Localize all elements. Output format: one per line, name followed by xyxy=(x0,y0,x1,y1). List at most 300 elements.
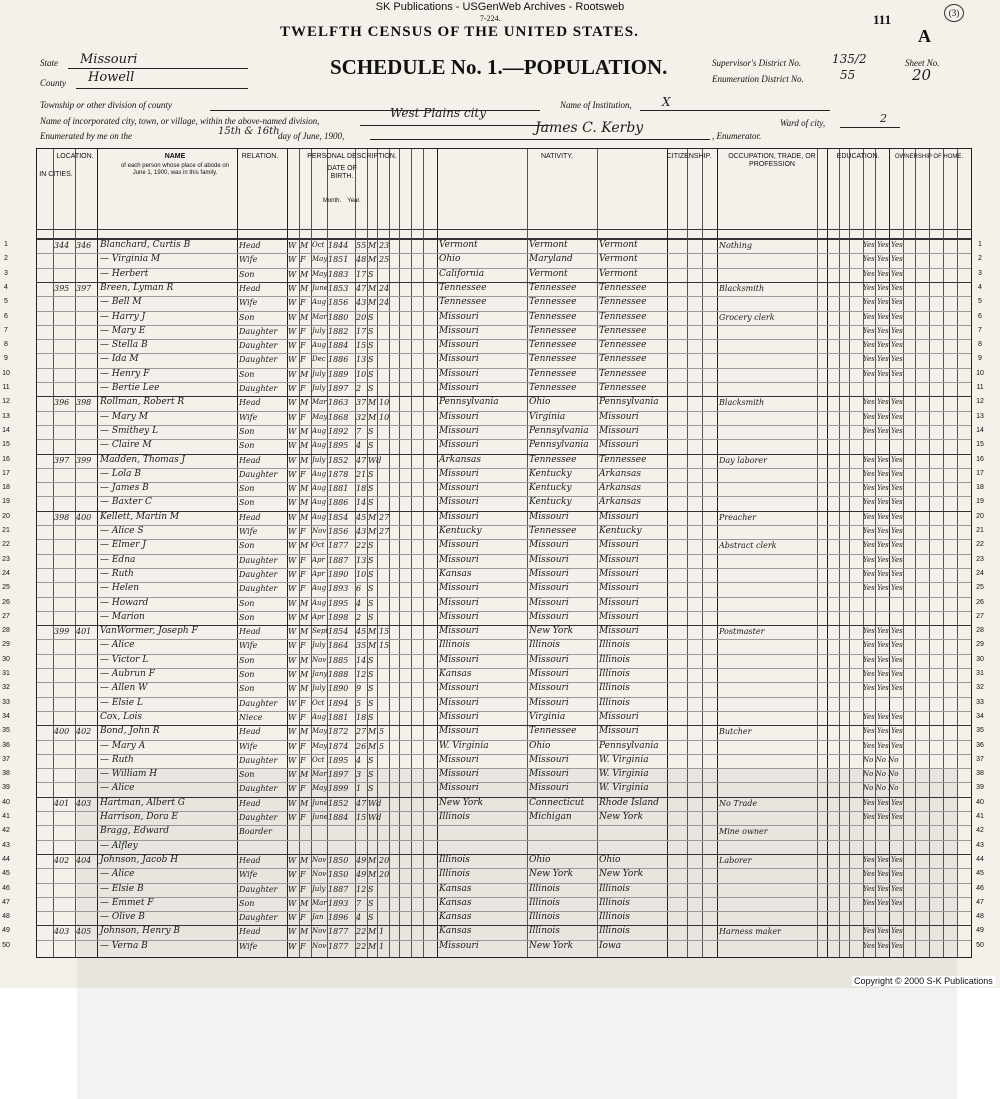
row-number: 41 xyxy=(976,813,984,820)
cell-race: W xyxy=(288,612,297,622)
cell-sex: F xyxy=(300,913,306,923)
cell-yr: 1883 xyxy=(328,269,349,279)
cell-age: 27 xyxy=(356,727,367,737)
cell-birth: Missouri xyxy=(439,340,479,351)
cell-mo: Aug xyxy=(312,584,327,593)
banner-text: SK Publications - USGenWeb Archives - Rootsweb xyxy=(375,1,625,13)
row-number: 12 xyxy=(2,398,10,406)
cell-race: W xyxy=(288,355,297,365)
enumerator-name: James C. Kerby xyxy=(535,120,644,136)
row-number: 26 xyxy=(2,598,10,606)
cell-yr: 1854 xyxy=(328,512,349,522)
cell-mbirth: Missouri xyxy=(599,626,639,637)
cell-rel: Head xyxy=(239,283,261,293)
cell-fam: 399 xyxy=(76,455,92,465)
cell-fbirth: Missouri xyxy=(529,554,569,565)
cell-name: — Alfley xyxy=(100,840,138,851)
row-number: 36 xyxy=(2,741,10,749)
row-number: 1 xyxy=(978,241,982,248)
cell-edu: Yes Yes Yes xyxy=(863,455,903,464)
cell-mo: Jan xyxy=(312,913,324,922)
row-number: 14 xyxy=(976,426,984,434)
cell-sex: M xyxy=(300,598,309,608)
cell-name: — Claire M xyxy=(100,440,152,451)
cell-sex: M xyxy=(300,241,309,250)
cell-name: — Ruth xyxy=(100,568,134,579)
cell-rel: Son xyxy=(239,770,255,780)
cell-yrs: 24 xyxy=(379,283,390,293)
cell-rel: Son xyxy=(239,498,255,508)
row-number: 17 xyxy=(976,469,984,477)
cell-fbirth: Illinois xyxy=(529,883,560,894)
cell-ms: S xyxy=(368,312,374,322)
cell-rel: Daughter xyxy=(239,784,278,794)
cell-age: 1 xyxy=(356,784,362,794)
cell-fbirth: Tennessee xyxy=(529,368,577,379)
cell-birth: Missouri xyxy=(439,783,479,794)
row-number: 34 xyxy=(976,712,984,720)
cell-ms: S xyxy=(368,913,374,923)
cell-rel: Wife xyxy=(239,941,258,951)
cell-rel: Son xyxy=(239,670,255,679)
cell-name: Madden, Thomas J xyxy=(100,454,186,465)
cell-birth: Missouri xyxy=(439,940,479,951)
cell-mbirth: Tennessee xyxy=(599,383,647,393)
cell-race: W xyxy=(288,770,297,780)
cell-name: — Elsie L xyxy=(100,697,143,708)
cell-race: W xyxy=(288,341,297,351)
cell-fam: 401 xyxy=(76,627,92,637)
cell-rel: Son xyxy=(239,484,255,494)
row-number: 11 xyxy=(976,384,984,391)
row-number: 44 xyxy=(976,855,984,863)
cell-ms: S xyxy=(368,598,374,608)
cell-mo: May xyxy=(312,412,328,421)
row-number: 23 xyxy=(976,555,984,563)
row-number: 3 xyxy=(978,269,982,277)
cell-yr: 1852 xyxy=(328,798,349,808)
cell-mbirth: Illinois xyxy=(599,669,630,679)
cell-rel: Head xyxy=(239,241,261,250)
cell-edu: No No No xyxy=(863,770,899,779)
cell-rel: Head xyxy=(239,627,261,637)
cell-edu: Yes Yes Yes xyxy=(863,298,903,307)
cell-mbirth: Tennessee xyxy=(599,454,647,465)
cell-mbirth: New York xyxy=(599,869,644,880)
ward-label: Ward of city, xyxy=(780,118,826,128)
cell-birth: Missouri xyxy=(439,440,479,451)
schedule-title: SCHEDULE No. 1.—POPULATION. xyxy=(330,55,668,79)
cell-age: 5 xyxy=(356,698,362,708)
cell-mo: Jany xyxy=(312,670,328,678)
row-number: 38 xyxy=(2,770,10,778)
cell-race: W xyxy=(288,384,297,393)
cell-mbirth: W. Virginia xyxy=(599,754,649,765)
cell-edu: Yes Yes Yes xyxy=(863,898,903,907)
cell-mbirth: Tennessee xyxy=(599,325,647,336)
cell-yr: 1897 xyxy=(328,770,349,780)
cell-ms: S xyxy=(368,784,374,794)
cell-rel: Daughter xyxy=(239,584,278,594)
cell-mo: July xyxy=(312,455,326,464)
cell-yr: 1884 xyxy=(328,341,349,351)
cell-edu: Yes Yes Yes xyxy=(863,584,903,593)
cell-birth: Missouri xyxy=(439,411,479,422)
row-number: 17 xyxy=(2,469,10,477)
cell-name: — Harry J xyxy=(100,311,146,322)
cell-ms: M xyxy=(368,241,377,250)
cell-yrs: 20 xyxy=(379,870,390,880)
cell-edu: Yes Yes Yes xyxy=(863,927,903,936)
cell-mo: Nov xyxy=(312,941,327,950)
cell-rel: Daughter xyxy=(239,341,278,351)
row-number: 1 xyxy=(4,241,8,248)
cell-occ: Laborer xyxy=(719,855,752,865)
cell-mbirth: Missouri xyxy=(599,583,639,594)
cell-edu: Yes Yes Yes xyxy=(863,641,903,650)
cell-mo: Nov xyxy=(312,527,327,535)
cell-fbirth: Tennessee xyxy=(529,282,577,293)
cell-name: Breen, Lyman R xyxy=(100,282,174,293)
row-number: 2 xyxy=(4,255,8,263)
cell-rel: Son xyxy=(239,426,255,436)
cell-occ: No Trade xyxy=(719,798,758,808)
cell-rel: Daughter xyxy=(239,884,278,894)
row-number: 28 xyxy=(976,627,984,635)
cell-name: Blanchard, Curtis B xyxy=(100,240,191,250)
cell-sex: M xyxy=(300,627,309,637)
cell-edu: Yes Yes Yes xyxy=(863,426,903,435)
header-relation: RELATION. xyxy=(241,153,279,160)
cell-edu: Yes Yes Yes xyxy=(863,269,903,278)
cell-ms: S xyxy=(368,269,374,279)
cell-sex: M xyxy=(300,398,309,408)
cell-fbirth: Ohio xyxy=(529,740,551,751)
cell-sex: M xyxy=(300,770,309,780)
cell-race: W xyxy=(288,927,297,937)
cell-mo: June xyxy=(312,813,328,821)
cell-ms: S xyxy=(368,384,374,393)
row-number: 13 xyxy=(976,412,984,420)
page-number: 111 xyxy=(873,12,892,27)
cell-fbirth: Missouri xyxy=(529,697,569,708)
cell-birth: Missouri xyxy=(439,383,479,393)
cell-yrs: 20 xyxy=(379,855,390,865)
cell-ms: Wd xyxy=(368,813,382,822)
cell-race: W xyxy=(288,855,297,865)
cell-edu: Yes Yes Yes xyxy=(863,541,903,550)
cell-name: — Baxter C xyxy=(100,497,152,508)
cell-age: 55 xyxy=(356,241,367,250)
cell-ms: M xyxy=(368,870,377,880)
cell-fbirth: Missouri xyxy=(529,511,569,522)
cell-mo: Aug xyxy=(312,512,327,521)
cell-yrs: 15 xyxy=(379,641,390,651)
cell-birth: Missouri xyxy=(439,711,479,722)
cell-birth: California xyxy=(439,268,485,279)
cell-mo: Dec xyxy=(312,355,326,364)
row-number: 50 xyxy=(976,941,984,949)
cell-yr: 1854 xyxy=(328,627,349,637)
cell-name: — Elmer J xyxy=(100,540,146,551)
cell-age: 7 xyxy=(356,898,362,908)
cell-birth: Missouri xyxy=(439,726,479,737)
cell-ms: M xyxy=(368,641,377,651)
cell-mbirth: Missouri xyxy=(599,511,639,522)
row-number: 9 xyxy=(978,355,982,363)
cell-ms: M xyxy=(368,927,377,937)
cell-name: — Stella B xyxy=(100,340,148,351)
cell-mo: Oct xyxy=(312,755,325,764)
cell-occ: Blacksmith xyxy=(719,283,765,293)
cell-mo: Nov xyxy=(312,927,327,936)
cell-dw: 402 xyxy=(54,855,70,865)
cell-mbirth: Illinois xyxy=(599,697,630,708)
cell-sex: F xyxy=(300,326,306,336)
cell-name: — Helen xyxy=(100,583,140,594)
cell-edu: Yes Yes Yes xyxy=(863,627,903,636)
cell-age: 12 xyxy=(356,670,367,679)
state-value: Missouri xyxy=(80,52,138,67)
cell-name: Kellett, Martin M xyxy=(100,511,180,522)
cell-ms: S xyxy=(368,355,374,365)
cell-occ: Abstract clerk xyxy=(719,541,777,551)
cell-fbirth: Tennessee xyxy=(529,297,577,308)
cell-ms: S xyxy=(368,469,374,479)
cell-occ: Blacksmith xyxy=(719,398,765,408)
row-number: 30 xyxy=(2,655,10,663)
cell-mbirth: Iowa xyxy=(599,940,622,951)
cell-birth: W. Virginia xyxy=(439,740,489,751)
cell-name: — Elsie B xyxy=(100,883,144,894)
cell-sex: F xyxy=(300,355,306,365)
cell-yrs: 5 xyxy=(379,741,385,751)
row-number: 21 xyxy=(2,527,10,534)
cell-name: — James B xyxy=(100,483,149,494)
cell-yr: 1856 xyxy=(328,298,349,308)
cell-birth: Missouri xyxy=(439,497,479,508)
cell-mbirth: Illinois xyxy=(599,654,630,665)
cell-sex: F xyxy=(300,341,306,351)
row-number: 16 xyxy=(976,455,984,463)
cell-age: 49 xyxy=(356,870,367,880)
cell-mo: Oct xyxy=(312,698,325,707)
cell-age: 21 xyxy=(356,469,367,479)
cell-race: W xyxy=(288,784,297,794)
cell-race: W xyxy=(288,813,297,822)
cell-fbirth: Missouri xyxy=(529,683,569,694)
cell-name: — Ida M xyxy=(100,354,139,365)
row-number: 44 xyxy=(2,855,10,863)
cell-race: W xyxy=(288,755,297,765)
cell-fbirth: New York xyxy=(529,869,574,880)
cell-yr: 1893 xyxy=(328,584,349,594)
cell-rel: Head xyxy=(239,455,261,465)
cell-name: — Olive B xyxy=(100,912,145,923)
cell-mo: Apr xyxy=(312,569,325,578)
cell-name: — Mary A xyxy=(100,740,146,751)
cell-sex: M xyxy=(300,655,309,665)
cell-fbirth: Missouri xyxy=(529,669,569,679)
cell-fbirth: Ohio xyxy=(529,854,551,865)
cell-yr: 1889 xyxy=(328,369,349,379)
enumerator-label: , Enumerator. xyxy=(712,131,762,141)
cell-fbirth: Missouri xyxy=(529,754,569,765)
cell-name: Hartman, Albert G xyxy=(100,797,185,808)
cell-mo: July xyxy=(312,369,326,378)
cell-sex: F xyxy=(300,741,306,751)
cell-rel: Wife xyxy=(239,255,258,265)
cell-birth: Missouri xyxy=(439,483,479,494)
row-number: 45 xyxy=(976,870,984,878)
cell-occ: Butcher xyxy=(719,727,752,737)
cell-ms: S xyxy=(368,426,374,436)
cell-mbirth: Missouri xyxy=(599,425,639,436)
row-number: 40 xyxy=(976,798,984,806)
cell-yr: 1882 xyxy=(328,326,349,336)
cell-mo: Mar xyxy=(312,770,327,779)
cell-race: W xyxy=(288,298,297,308)
cell-mo: June xyxy=(312,798,328,807)
cell-fbirth: Illinois xyxy=(529,640,560,651)
cell-age: 17 xyxy=(356,269,367,279)
cell-race: W xyxy=(288,712,297,722)
cell-name: — Alice S xyxy=(100,526,144,536)
cell-edu: Yes Yes Yes xyxy=(863,469,903,478)
cell-name: — Aubrun F xyxy=(100,669,155,679)
supervisor-value: 135/2 xyxy=(832,52,867,66)
cell-yr: 1895 xyxy=(328,598,349,608)
cell-mbirth: Tennessee xyxy=(599,311,647,322)
cell-dw: 398 xyxy=(54,512,70,522)
cell-rel: Son xyxy=(239,898,255,908)
cell-sex: M xyxy=(300,670,309,679)
cell-ms: S xyxy=(368,555,374,565)
cell-mbirth: Tennessee xyxy=(599,282,647,293)
cell-ms: M xyxy=(368,627,377,637)
cell-ms: S xyxy=(368,898,374,908)
cell-race: W xyxy=(288,798,297,808)
cell-mo: Mar xyxy=(312,898,327,907)
row-number: 46 xyxy=(2,884,10,892)
row-number: 31 xyxy=(976,670,984,677)
cell-mbirth: Missouri xyxy=(599,540,639,551)
cell-yr: 1864 xyxy=(328,641,349,651)
row-number: 37 xyxy=(976,755,984,763)
cell-fbirth: Virginia xyxy=(529,711,566,722)
census-title: TWELFTH CENSUS OF THE UNITED STATES. xyxy=(280,24,639,40)
cell-fam: 398 xyxy=(76,398,92,408)
cell-name: VanWormer, Joseph F xyxy=(100,626,198,637)
cell-edu: Yes Yes Yes xyxy=(863,484,903,493)
cell-birth: Illinois xyxy=(439,869,470,880)
cell-mbirth: Pennsylvania xyxy=(599,740,659,751)
cell-age: 15 xyxy=(356,813,367,822)
cell-rel: Wife xyxy=(239,298,258,308)
cell-race: W xyxy=(288,255,297,265)
cell-race: W xyxy=(288,913,297,923)
cell-yr: 1874 xyxy=(328,741,349,751)
cell-age: 37 xyxy=(356,398,367,408)
row-number: 28 xyxy=(2,627,10,635)
cell-mbirth: Arkansas xyxy=(599,468,642,479)
cell-fbirth: New York xyxy=(529,626,574,637)
row-number: 32 xyxy=(2,684,10,692)
cell-mo: Oct xyxy=(312,541,325,550)
institution-label: Name of Institution, xyxy=(560,100,632,110)
cell-fbirth: Tennessee xyxy=(529,340,577,351)
sheet-value: 20 xyxy=(912,66,932,84)
cell-age: 2 xyxy=(356,612,362,622)
cell-rel: Son xyxy=(239,655,255,665)
supervisor-label: Supervisor's District No. xyxy=(712,58,802,68)
cell-ms: M xyxy=(368,741,377,751)
cell-sex: M xyxy=(300,426,309,436)
cell-sex: M xyxy=(300,727,309,737)
cell-yrs: 10 xyxy=(379,412,390,422)
cell-mo: May xyxy=(312,269,328,278)
cell-mbirth: Illinois xyxy=(599,897,630,908)
row-number: 35 xyxy=(976,727,984,735)
enum-label: Enumerated by me on the xyxy=(40,131,132,141)
cell-fbirth: Missouri xyxy=(529,769,569,780)
cell-ms: S xyxy=(368,655,374,665)
cell-mo: Mar xyxy=(312,312,327,321)
row-number: 47 xyxy=(976,898,984,906)
cell-edu: Yes Yes Yes xyxy=(863,241,903,249)
header-year: Year. xyxy=(347,198,361,204)
row-number: 24 xyxy=(2,569,10,577)
cell-yr: 1844 xyxy=(328,241,349,250)
cell-fbirth: Missouri xyxy=(529,568,569,579)
row-number: 8 xyxy=(4,341,8,349)
cell-age: 43 xyxy=(356,298,367,308)
cell-mbirth: Pennsylvania xyxy=(599,397,659,408)
cell-name: — Alice xyxy=(100,783,135,794)
cell-age: 10 xyxy=(356,569,367,579)
header-in-cities: IN CITIES. xyxy=(39,171,73,178)
cell-fbirth: Tennessee xyxy=(529,383,577,393)
cell-ms: S xyxy=(368,341,374,351)
row-number: 33 xyxy=(2,698,10,706)
cell-occ: Harness maker xyxy=(719,927,781,937)
cell-race: W xyxy=(288,326,297,336)
cell-birth: Kansas xyxy=(439,883,472,894)
cell-fbirth: Pennsylvania xyxy=(529,425,589,436)
cell-rel: Daughter xyxy=(239,813,278,822)
cell-fam: 403 xyxy=(76,798,92,808)
cell-age: 2 xyxy=(356,384,362,393)
township-label: Township or other division of county xyxy=(40,100,172,110)
cell-race: W xyxy=(288,498,297,508)
cell-yr: 1895 xyxy=(328,441,349,451)
row-number: 31 xyxy=(2,670,10,677)
cell-mo: Aug xyxy=(312,341,327,350)
row-number: 10 xyxy=(2,369,10,377)
row-number: 25 xyxy=(976,584,984,592)
cell-birth: Tennessee xyxy=(439,297,487,308)
cell-sex: F xyxy=(300,569,306,579)
cell-mbirth: Illinois xyxy=(599,883,630,894)
cell-mo: Aug xyxy=(312,712,327,721)
cell-yrs: 15 xyxy=(379,627,390,637)
row-number: 27 xyxy=(2,612,10,620)
cell-rel: Head xyxy=(239,927,261,937)
cell-sex: F xyxy=(300,712,306,722)
cell-fbirth: Kentucky xyxy=(529,468,572,479)
cell-name: Johnson, Henry B xyxy=(100,926,181,937)
cell-name: Johnson, Jacob H xyxy=(100,854,179,865)
